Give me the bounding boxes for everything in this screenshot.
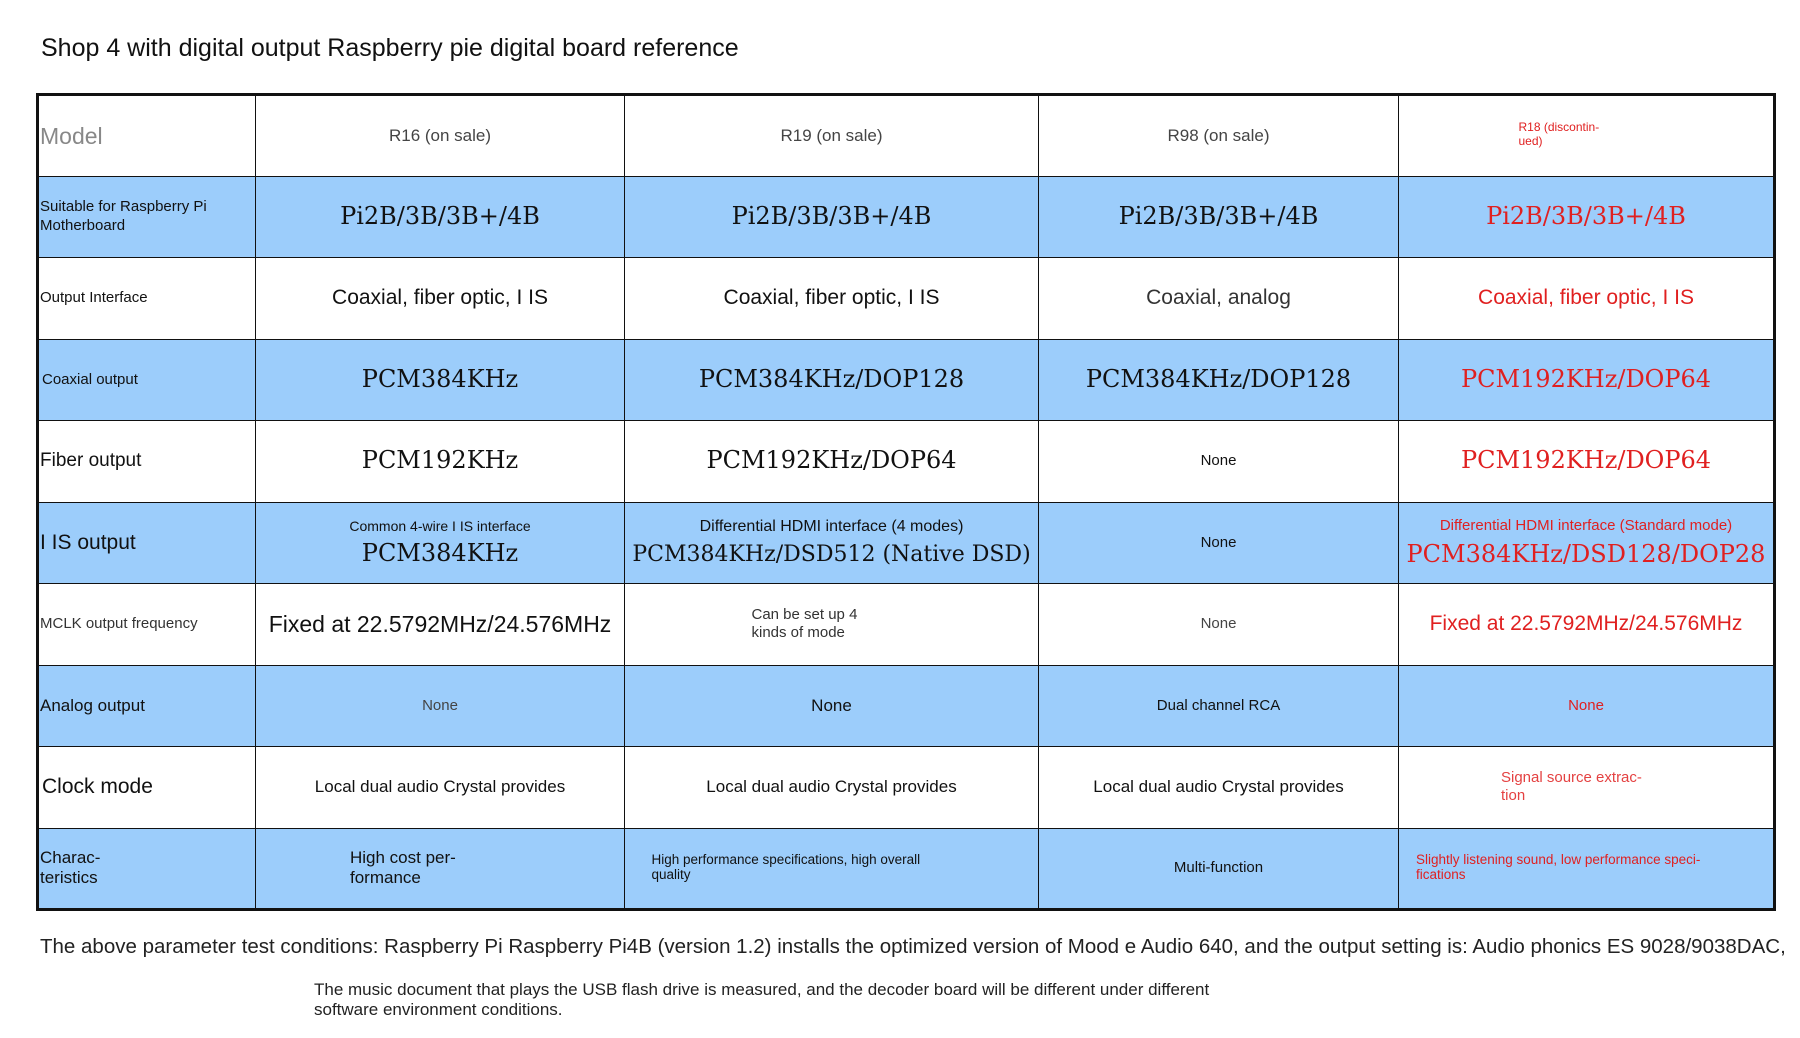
cell-coaxial-r16-text: PCM384KHz <box>361 364 519 393</box>
cell-coaxial-r98 <box>1039 339 1399 421</box>
cell-iis-r98-text: None <box>1200 533 1237 551</box>
cell-clock-r16-text: Local dual audio Crystal provides <box>314 777 566 797</box>
table-row-motherboard <box>38 176 1775 258</box>
row-label-mclk-text: MCLK output frequency <box>40 615 198 633</box>
cell-clock-r98 <box>1039 747 1399 829</box>
cell-interface-r16 <box>256 258 625 340</box>
cell-fiber-r19-text: PCM192KHz/DOP64 <box>706 446 957 475</box>
cell-analog-r16 <box>256 665 625 747</box>
cell-clock-r16 <box>256 747 625 829</box>
row-label-coaxial-text: Coaxial output <box>42 370 138 388</box>
row-label-fiber <box>38 421 256 503</box>
cell-iis-r98 <box>1039 502 1399 584</box>
model-r98 <box>1039 95 1399 177</box>
cell-mclk-r98 <box>1039 584 1399 666</box>
cell-mclk-r18 <box>1399 584 1775 666</box>
cell-char-r98-text: Multi-function <box>1173 859 1264 877</box>
row-label-motherboard-text: Suitable for Raspberry Pi Motherboard <box>40 198 207 234</box>
cell-analog-r98-text: Dual channel RCA <box>1156 696 1281 714</box>
cell-mclk-r18-text: Fixed at 22.5792MHz/24.576MHz <box>1429 612 1743 636</box>
cell-iis-r19-sub: Differential HDMI interface (4 modes) <box>699 517 964 535</box>
cell-iis-r19 <box>625 502 1039 584</box>
cell-motherboard-r19-text: Pi2B/3B/3B+/4B <box>731 201 932 230</box>
cell-interface-r19 <box>625 258 1039 340</box>
cell-analog-r19 <box>625 665 1039 747</box>
cell-fiber-r98 <box>1039 421 1399 503</box>
cell-clock-r19-text: Local dual audio Crystal provides <box>706 777 957 797</box>
table-row-iis <box>38 502 1775 584</box>
cell-mclk-r16-text: Fixed at 22.5792MHz/24.576MHz <box>268 611 612 638</box>
cell-fiber-r16 <box>256 421 625 503</box>
cell-motherboard-r19 <box>625 176 1039 258</box>
cell-analog-r16-text: None <box>422 696 458 714</box>
row-label-iis-text: I IS output <box>40 530 136 554</box>
cell-motherboard-r98-text: Pi2B/3B/3B+/4B <box>1118 201 1319 230</box>
footnote-line-2: The music document that plays the USB flash drive is measured, and the decoder board will be different under different software environment conditions. <box>314 980 1210 1019</box>
cell-motherboard-r98 <box>1039 176 1399 258</box>
cell-analog-r18-text: None <box>1568 696 1604 714</box>
row-label-clock <box>38 747 256 829</box>
cell-clock-r18-text: Signal source extrac-tion <box>1501 769 1642 804</box>
cell-char-r18-text: Slightly listening sound, low performance speci-fications <box>1416 851 1701 883</box>
table-row-coaxial <box>38 339 1775 421</box>
row-label-mclk <box>38 584 256 666</box>
row-label-iis <box>38 502 256 584</box>
row-label-analog-text: Analog output <box>40 695 145 715</box>
cell-interface-r98-text: Coaxial, analog <box>1146 286 1291 310</box>
table-row-analog <box>38 665 1775 747</box>
cell-coaxial-r18 <box>1399 339 1775 421</box>
row-label-motherboard <box>38 176 256 258</box>
cell-coaxial-r18-text: PCM192KHz/DOP64 <box>1460 364 1712 393</box>
table-row-fiber <box>38 421 1775 503</box>
table-row-mclk <box>38 584 1775 666</box>
cell-motherboard-r18 <box>1399 176 1775 258</box>
footnote-line-1: The above parameter test conditions: Raspberry Pi Raspberry Pi4B (version 1.2) installs the optimized version of Mood e Audio 640, and the output setting is: Audio phonics ES 9028/9038DAC, <box>40 935 1786 958</box>
cell-mclk-r98-text: None <box>1200 615 1237 633</box>
cell-fiber-r18 <box>1399 421 1775 503</box>
cell-coaxial-r19-text: PCM384KHz/DOP128 <box>698 364 965 393</box>
cell-fiber-r18-text: PCM192KHz/DOP64 <box>1460 446 1712 475</box>
cell-motherboard-r16-text: Pi2B/3B/3B+/4B <box>340 201 540 230</box>
table-row-model <box>38 95 1775 177</box>
cell-mclk-r16 <box>256 584 625 666</box>
row-label-output-interface-text: Output Interface <box>40 289 148 307</box>
cell-char-r98 <box>1039 828 1399 910</box>
cell-iis-r16 <box>256 502 625 584</box>
cell-mclk-r19 <box>625 584 1039 666</box>
cell-interface-r16-text: Coaxial, fiber optic, I IS <box>332 286 548 310</box>
table-row-output-interface <box>38 258 1775 340</box>
row-label-model <box>38 95 256 177</box>
cell-fiber-r16-text: PCM192KHz <box>361 446 519 475</box>
model-r16-text: R16 (on sale) <box>388 125 492 145</box>
cell-char-r19-text: High performance specifications, high overall quality <box>651 851 921 883</box>
cell-interface-r18 <box>1399 258 1775 340</box>
comparison-table <box>36 93 1776 911</box>
cell-analog-r98 <box>1039 665 1399 747</box>
cell-iis-r16-sub: Common 4-wire I IS interface <box>349 517 531 534</box>
cell-char-r16-text: High cost per-formance <box>350 848 456 887</box>
cell-analog-r18 <box>1399 665 1775 747</box>
cell-fiber-r98-text: None <box>1200 452 1237 470</box>
page-title: Shop 4 with digital output Raspberry pie digital board reference <box>41 34 739 62</box>
cell-iis-r16-main: PCM384KHz <box>361 539 519 567</box>
table-row-clock <box>38 747 1775 829</box>
model-r19-text: R19 (on sale) <box>780 125 883 145</box>
model-r19 <box>625 95 1039 177</box>
cell-interface-r18-text: Coaxial, fiber optic, I IS <box>1478 286 1694 310</box>
row-label-characteristics-text: Charac-teristics <box>40 848 101 887</box>
cell-coaxial-r98-text: PCM384KHz/DOP128 <box>1085 364 1352 393</box>
model-label: Model <box>40 122 103 149</box>
cell-char-r19 <box>625 828 1039 910</box>
cell-interface-r19-text: Coaxial, fiber optic, I IS <box>723 286 940 310</box>
cell-iis-r19-main: PCM384KHz/DSD512 (Native DSD) <box>632 542 1031 568</box>
cell-clock-r98-text: Local dual audio Crystal provides <box>1093 777 1344 797</box>
cell-clock-r19 <box>625 747 1039 829</box>
table-row-characteristics <box>38 828 1775 910</box>
cell-coaxial-r19 <box>625 339 1039 421</box>
cell-analog-r19-text: None <box>811 695 852 715</box>
cell-motherboard-r18-text: Pi2B/3B/3B+/4B <box>1486 201 1686 230</box>
cell-char-r16 <box>256 828 625 910</box>
row-label-analog <box>38 665 256 747</box>
model-r18 <box>1399 95 1775 177</box>
cell-iis-r18-sub: Differential HDMI interface (Standard mode) <box>1439 517 1733 535</box>
row-label-coaxial <box>38 339 256 421</box>
cell-iis-r18-main: PCM384KHz/DSD128/DOP28 <box>1406 539 1766 568</box>
model-r16 <box>256 95 625 177</box>
row-label-characteristics <box>38 828 256 910</box>
row-label-clock-text: Clock mode <box>42 775 153 799</box>
cell-clock-r18 <box>1399 747 1775 829</box>
model-r98-text: R98 (on sale) <box>1167 125 1270 145</box>
row-label-fiber-text: Fiber output <box>40 450 142 472</box>
cell-mclk-r19-text: Can be set up 4 kinds of mode <box>751 606 858 641</box>
cell-fiber-r19 <box>625 421 1039 503</box>
cell-iis-r18 <box>1399 502 1775 584</box>
cell-coaxial-r16 <box>256 339 625 421</box>
cell-motherboard-r16 <box>256 176 625 258</box>
cell-interface-r98 <box>1039 258 1399 340</box>
cell-char-r18 <box>1399 828 1775 910</box>
row-label-output-interface <box>38 258 256 340</box>
model-r18-text: R18 (discontin-ued) <box>1518 120 1600 148</box>
